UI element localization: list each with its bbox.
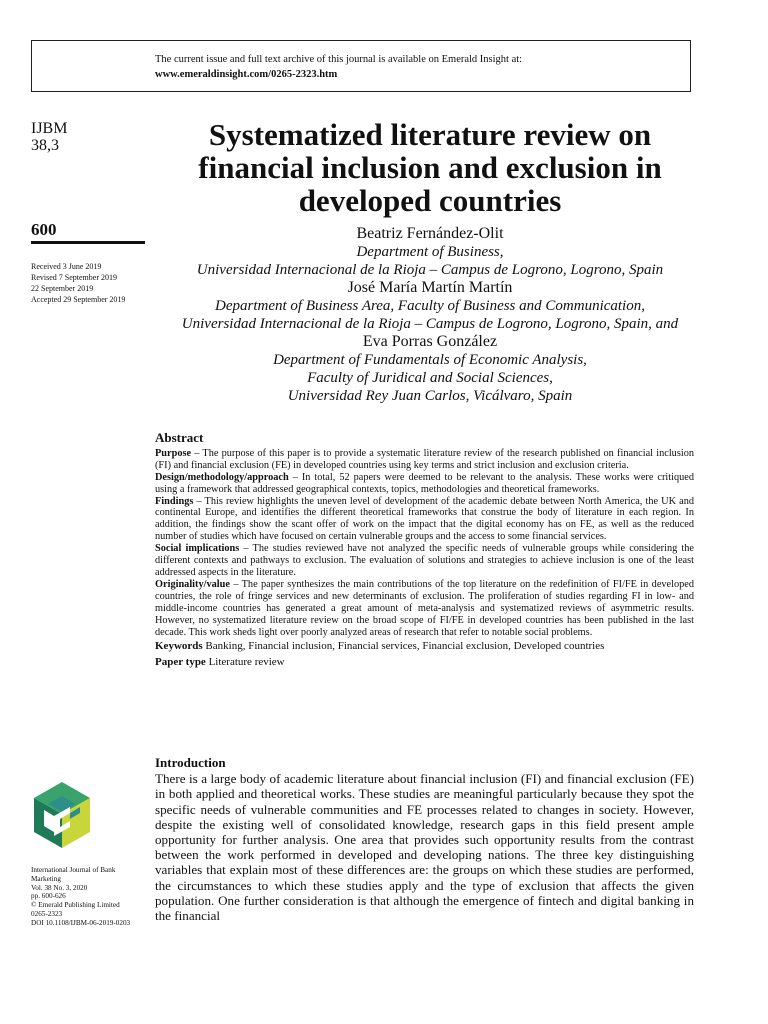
author-affiliation: Department of Business,	[356, 244, 504, 260]
author-affiliation: Department of Business Area, Faculty of Business and Communication,	[215, 298, 645, 314]
page-number: 600	[31, 220, 57, 239]
author-affiliation: Universidad Internacional de la Rioja – Campus de Logrono, Logrono, Spain, and	[181, 316, 679, 332]
abstract-heading: Abstract	[155, 430, 204, 445]
abstract-design	[155, 472, 694, 496]
journal-code	[31, 120, 67, 154]
abstract-purpose	[155, 448, 694, 472]
date-revised-2: 22 September 2019	[31, 284, 94, 293]
date-revised: Revised 7 September 2019	[31, 273, 117, 282]
author-name: José María Martín Martín	[347, 279, 513, 296]
author-affiliation: Universidad Internacional de la Rioja – Campus de Logrono, Logrono, Spain	[196, 262, 664, 278]
author-name: Beatriz Fernández-Olit	[356, 225, 504, 242]
introduction	[155, 755, 694, 923]
author-affiliation: Universidad Rey Juan Carlos, Vicálvaro, Spain	[287, 388, 573, 404]
author-affiliation: Faculty of Juridical and Social Sciences,	[307, 370, 553, 386]
section-label: Purpose	[155, 447, 192, 459]
paper-type-text: Literature review	[205, 656, 285, 669]
divider	[31, 241, 145, 244]
section-text: – The purpose of this paper is to provide a systematic literature review of the research published on financial inclusion (FI) and financial exclusion (FE) in developed countries using key terms and strict inclusion and exclusion criteria.	[155, 447, 694, 471]
section-text: – In total, 52 papers were deemed to be relevant to the analysis. These works were critiqued using a framework that addressed geographical contexts, topics, methodologies and theoretical frameworks.	[155, 471, 694, 495]
journal-name: IJBM	[31, 120, 68, 137]
section-label: Originality/value	[155, 578, 230, 590]
page-range: pp. 600-626	[31, 892, 66, 901]
section-label: Design/methodology/approach	[155, 471, 289, 483]
paper-type-label: Paper type	[155, 656, 206, 669]
abstract-originality	[155, 579, 694, 639]
publication-info	[31, 866, 130, 928]
keywords	[155, 640, 694, 653]
date-accepted: Accepted 29 September 2019	[31, 295, 126, 304]
journal-full-name-cont: Marketing	[31, 874, 61, 883]
introduction-heading: Introduction	[155, 755, 226, 770]
keywords-text: Banking, Financial inclusion, Financial services, Financial exclusion, Developed countries	[202, 640, 605, 653]
journal-availability-banner	[31, 40, 691, 92]
author-affiliation: Department of Fundamentals of Economic Analysis,	[273, 352, 587, 368]
introduction-text: There is a large body of academic literature about financial inclusion (FI) and financial exclusion (FE) in both applied and theoretical works. These studies are meaningful particularly because they spot the specific needs of vulnerable communities and FE processes related to changes in society. However, despite the existing well of consolidated knowledge, research gaps in this field present ample opportunity for further analysis. One area that provides such opportunity results from the contrast between the work performed in developed and developing nations. The three key distinguishing variables that explain most of these differences are: the groups on which these studies are performed, the circumstances to which these studies apply and the type of exclusion that affects the given population. One further consideration is that although the emergence of fintech and digital banking in the financial	[155, 771, 694, 924]
banner-url-link[interactable]: www.emeraldinsight.com/0265-2323.htm	[155, 69, 338, 80]
keywords-label: Keywords	[155, 640, 203, 653]
section-text: – The studies reviewed have not analyzed the specific needs of vulnerable groups while considering the different contexts and pathways to exclusion. The evaluation of solutions and strategies to achieve inclusion is one of the least addressed aspects in the literature.	[155, 543, 694, 578]
author-name: Eva Porras González	[362, 333, 498, 350]
issn: 0265-2323	[31, 909, 63, 918]
banner-text: The current issue and full text archive of this journal is available on Emerald Insight at:	[155, 54, 523, 65]
author-block	[150, 225, 710, 405]
abstract-findings	[155, 496, 694, 544]
section-text: – The paper synthesizes the main contributions of the top literature on the redefinition of FI/FE in developed countries, the role of fringe services and new determinants of exclusion. The proliferation of studies regarding FI in low- and middle-income countries has generated a great amount of meta-analysis and systematized reviews of asymmetric results. However, no systematized literature review on the broad scope of FI/FE in developed countries has been published in the last decade. This work sheds light over poorly analyzed areas of research that refer to notable social problems.	[155, 578, 694, 638]
date-received: Received 3 June 2019	[31, 262, 102, 271]
paper-type	[155, 656, 694, 669]
section-label: Findings	[155, 495, 194, 507]
doi-link[interactable]: DOI 10.1108/IJBM-06-2019-0203	[31, 918, 131, 927]
abstract-social-implications	[155, 543, 694, 579]
paper-title: Systematized literature review on financial inclusion and exclusion in developed countries	[198, 117, 662, 218]
abstract	[155, 432, 694, 669]
section-label: Social implications	[155, 543, 240, 555]
volume-info: Vol. 38 No. 3, 2020	[31, 883, 88, 892]
journal-volume: 38,3	[31, 137, 59, 154]
journal-full-name: International Journal of Bank	[31, 866, 116, 874]
submission-dates	[31, 261, 125, 305]
emerald-publishing-logo-icon	[30, 780, 94, 850]
section-text: – This review highlights the uneven level of development of the academic debate between North America, the UK and continental Europe, and identifies the different theoretical frameworks that construe the body of literature in each region. In addition, the findings show the scant offer of work on the impact that the digital economy has on FE, as well as the reduced number of studies which have focused on certain vulnerable groups and the access to some financial services.	[155, 495, 694, 543]
copyright: © Emerald Publishing Limited	[31, 901, 120, 910]
